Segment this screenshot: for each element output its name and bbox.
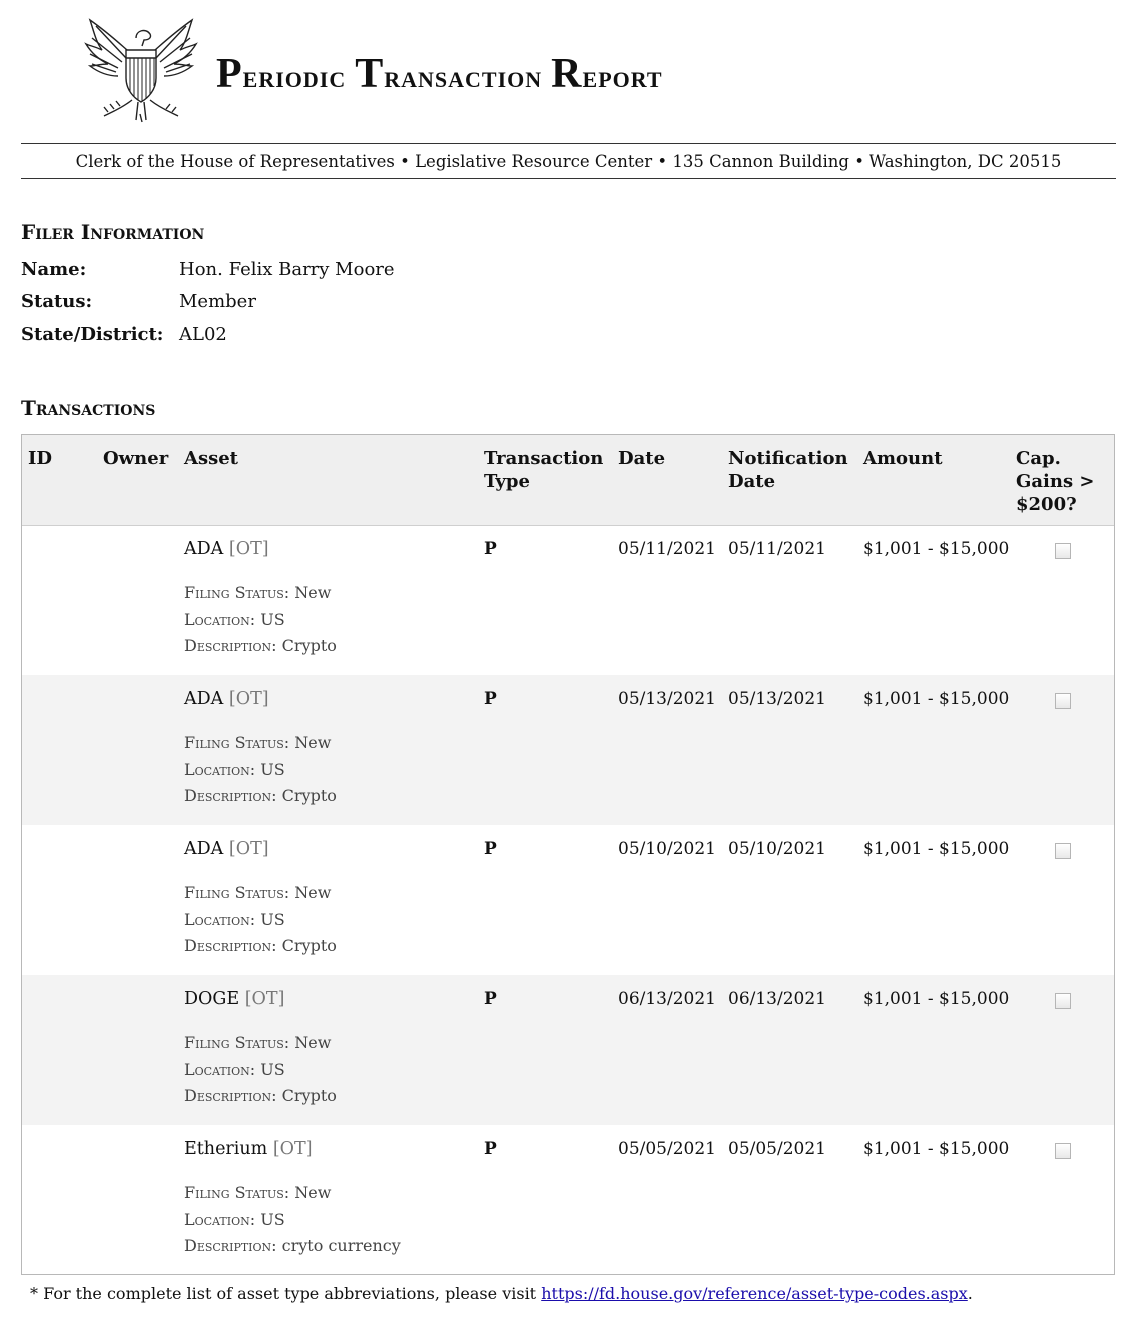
transaction-type: P [484, 1139, 497, 1159]
notification-date: 05/13/2021 [728, 689, 826, 709]
notification-date: 05/05/2021 [728, 1139, 826, 1159]
cap-gains-checkbox[interactable] [1055, 1143, 1071, 1159]
cap-gains-checkbox[interactable] [1055, 993, 1071, 1009]
filing-status: Filing Status: New [184, 883, 332, 902]
transactions-table [21, 434, 1115, 1275]
notification-date: 05/11/2021 [728, 539, 826, 559]
filing-status: Filing Status: New [184, 583, 332, 602]
table-header [22, 435, 1114, 526]
report-header [0, 0, 1143, 140]
amount: $1,001 - $15,000 [863, 839, 1010, 859]
notification-date: 06/13/2021 [728, 989, 826, 1009]
col-transaction-type: Transaction Type [484, 448, 604, 492]
transactions-heading: Transactions [21, 396, 156, 420]
table-row [22, 525, 1114, 675]
filer-district-label: State/District: [21, 324, 164, 345]
filer-information-heading: Filer Information [21, 220, 205, 244]
eagle-seal-icon [82, 16, 200, 124]
location: Location: US [184, 760, 285, 779]
description: Description: cryto currency [184, 1236, 401, 1255]
filer-name-label: Name: [21, 259, 87, 280]
col-amount: Amount [863, 448, 943, 469]
filing-status: Filing Status: New [184, 1183, 332, 1202]
col-owner: Owner [103, 448, 169, 469]
table-row [22, 675, 1114, 825]
cap-gains-checkbox[interactable] [1055, 543, 1071, 559]
filer-district-value: AL02 [179, 324, 227, 345]
filer-status-label: Status: [21, 291, 93, 312]
filer-name-value: Hon. Felix Barry Moore [179, 259, 395, 280]
amount: $1,001 - $15,000 [863, 539, 1010, 559]
transaction-type: P [484, 539, 497, 559]
amount: $1,001 - $15,000 [863, 989, 1010, 1009]
col-date: Date [618, 448, 666, 469]
filing-status: Filing Status: New [184, 733, 332, 752]
transaction-type: P [484, 989, 497, 1009]
table-row [22, 825, 1114, 975]
table-row [22, 1125, 1114, 1275]
asset-name: ADA [OT] [184, 539, 269, 559]
amount: $1,001 - $15,000 [863, 1139, 1010, 1159]
asset-name: ADA [OT] [184, 689, 269, 709]
table-row [22, 975, 1114, 1125]
transaction-date: 05/10/2021 [618, 839, 716, 859]
location: Location: US [184, 1060, 285, 1079]
description: Description: Crypto [184, 786, 337, 805]
clerk-address-bar: Clerk of the House of Representatives • Legislative Resource Center • 135 Cannon Building • Washington, DC 20515 [21, 143, 1116, 179]
page-title: Periodic Transaction Report [216, 51, 663, 97]
asset-name: Etherium [OT] [184, 1139, 313, 1159]
location: Location: US [184, 610, 285, 629]
cap-gains-checkbox[interactable] [1055, 843, 1071, 859]
transaction-date: 05/05/2021 [618, 1139, 716, 1159]
location: Location: US [184, 1210, 285, 1229]
description: Description: Crypto [184, 636, 337, 655]
transaction-date: 05/11/2021 [618, 539, 716, 559]
amount: $1,001 - $15,000 [863, 689, 1010, 709]
notification-date: 05/10/2021 [728, 839, 826, 859]
filer-status-row [21, 291, 256, 312]
asset-name: ADA [OT] [184, 839, 269, 859]
filer-name-row [21, 259, 395, 280]
transaction-date: 06/13/2021 [618, 989, 716, 1009]
transaction-type: P [484, 839, 497, 859]
col-cap-gains: Cap. Gains > $200? [1016, 448, 1095, 515]
asset-name: DOGE [OT] [184, 989, 285, 1009]
cap-gains-checkbox[interactable] [1055, 693, 1071, 709]
location: Location: US [184, 910, 285, 929]
filer-district-row [21, 324, 227, 345]
transaction-date: 05/13/2021 [618, 689, 716, 709]
col-id: ID [28, 448, 53, 469]
footnote: * For the complete list of asset type abbreviations, please visit https://fd.house.gov/reference/asset-type-codes.aspx. [30, 1284, 973, 1303]
col-notification-date: Notification Date [728, 448, 848, 492]
col-asset: Asset [184, 448, 238, 469]
description: Description: Crypto [184, 1086, 337, 1105]
asset-type-codes-link[interactable]: https://fd.house.gov/reference/asset-type-codes.aspx [541, 1284, 968, 1303]
description: Description: Crypto [184, 936, 337, 955]
filer-status-value: Member [179, 291, 256, 312]
filing-status: Filing Status: New [184, 1033, 332, 1052]
transaction-type: P [484, 689, 497, 709]
